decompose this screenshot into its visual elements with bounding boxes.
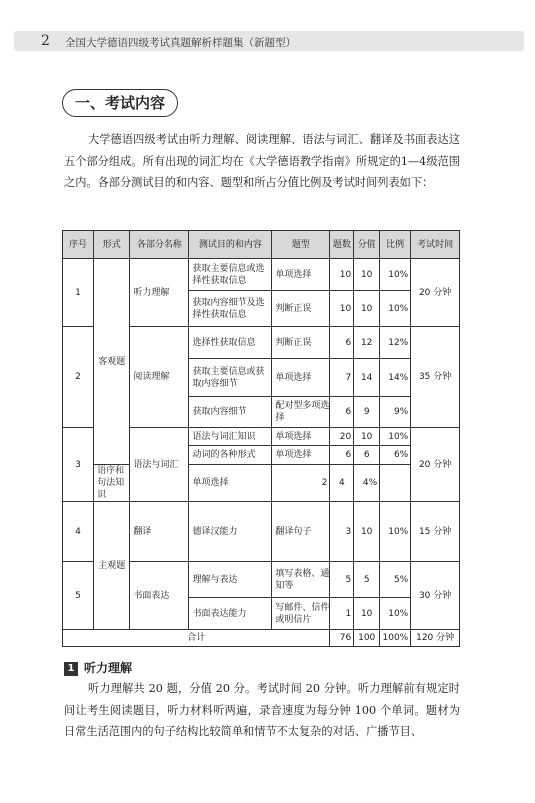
count-cell: 6	[330, 327, 354, 359]
part-number: 4	[63, 502, 94, 562]
score-cell: 10	[354, 259, 380, 291]
intro-paragraph	[64, 129, 460, 194]
form-cell: 客观题	[94, 259, 130, 465]
type-cell: 单项选择	[272, 446, 330, 465]
table-row	[63, 502, 460, 562]
time-cell: 20 分钟	[411, 428, 460, 502]
body-text: 听力理解共 20 题，分值 20 分。考试时间 20 分钟。听力理解前有规定时间让考生阅读题目，听力材料听两遍，录音速度为每分钟 100 个单词。题材为日常生活范围内的句子结构比较简单和情节不太复杂的对话、广播节目、	[64, 682, 460, 738]
subsection-number: 1	[64, 662, 78, 676]
type-cell: 单项选择	[272, 259, 330, 291]
table-header-row	[63, 231, 460, 259]
count-cell: 6	[330, 397, 354, 428]
header-cell: 测试目的和内容	[189, 231, 272, 259]
header-cell: 题型	[272, 231, 330, 259]
part-name: 阅读理解	[130, 327, 189, 428]
ratio-cell: 10%	[380, 291, 411, 327]
section-title: 一、考试内容	[62, 89, 178, 117]
header-cell: 各部分名称	[130, 231, 189, 259]
ratio-cell: 9%	[380, 397, 411, 428]
total-count: 76	[330, 630, 354, 647]
count-cell: 7	[330, 359, 354, 397]
count-cell: 10	[330, 291, 354, 327]
type-cell: 写邮件、信件或明信片	[272, 598, 330, 630]
ratio-cell: 14%	[380, 359, 411, 397]
type-cell: 判断正误	[272, 327, 330, 359]
ratio-cell: 4%	[354, 465, 380, 502]
time-cell: 15 分钟	[411, 502, 460, 562]
header-cell: 分值	[354, 231, 380, 259]
content-cell: 理解与表达	[189, 562, 272, 598]
part-name: 翻译	[130, 502, 189, 562]
content-cell: 语序和句法知识	[94, 465, 130, 502]
total-label: 合计	[63, 630, 330, 647]
book-title: 全国大学德语四级考试真题解析样题集（新题型）	[65, 37, 296, 49]
count-cell: 20	[330, 428, 354, 446]
header-cell: 比例	[380, 231, 411, 259]
subsection-heading	[64, 659, 132, 676]
type-cell: 单项选择	[272, 428, 330, 446]
total-ratio: 100%	[380, 630, 411, 647]
count-cell: 2	[272, 465, 330, 502]
type-cell: 判断正误	[272, 291, 330, 327]
body-paragraph	[64, 678, 460, 743]
count-cell: 1	[330, 598, 354, 630]
ratio-cell: 5%	[380, 562, 411, 598]
header-cell: 序号	[63, 231, 94, 259]
content-cell: 书面表达能力	[189, 598, 272, 630]
ratio-cell: 10%	[380, 259, 411, 291]
count-cell: 10	[330, 259, 354, 291]
score-cell: 9	[354, 397, 380, 428]
ratio-cell: 10%	[380, 428, 411, 446]
count-cell: 5	[330, 562, 354, 598]
count-cell: 6	[330, 446, 354, 465]
type-cell: 翻译句子	[272, 502, 330, 562]
exam-structure-table	[62, 230, 460, 647]
score-cell: 6	[354, 446, 380, 465]
score-cell: 10	[354, 428, 380, 446]
total-time: 120 分钟	[411, 630, 460, 647]
content-cell: 德译汉能力	[189, 502, 272, 562]
type-cell: 配对型多项选择	[272, 397, 330, 428]
ratio-cell: 6%	[380, 446, 411, 465]
part-number: 3	[63, 428, 94, 502]
subsection-title: 听力理解	[84, 661, 133, 675]
time-cell: 35 分钟	[411, 327, 460, 428]
table-row	[63, 465, 460, 502]
part-number: 2	[63, 327, 94, 428]
content-cell: 语法与词汇知识	[189, 428, 272, 446]
score-cell: 10	[354, 598, 380, 630]
part-number: 1	[63, 259, 94, 327]
time-cell: 20 分钟	[411, 259, 460, 327]
intro-text: 大学德语四级考试由听力理解、阅读理解、语法与词汇、翻译及书面表达这五个部分组成。所有出现的词汇均在《大学德语教学指南》所规定的1—4级范围之内。各部分测试目的和内容、题型和所占分值比例及考试时间列表如下：	[64, 133, 460, 189]
total-row	[63, 630, 460, 647]
score-cell: 14	[354, 359, 380, 397]
part-name: 语法与词汇	[130, 428, 189, 502]
count-cell: 3	[330, 502, 354, 562]
page-number: 2	[41, 33, 50, 49]
score-cell: 10	[354, 502, 380, 562]
score-cell: 12	[354, 327, 380, 359]
content-cell: 获取主要信息或获取内容细节	[189, 359, 272, 397]
part-number: 5	[63, 562, 94, 630]
type-cell: 单项选择	[189, 465, 272, 502]
part-name: 书面表达	[130, 562, 189, 630]
type-cell: 单项选择	[272, 359, 330, 397]
table-row	[63, 259, 460, 291]
ratio-cell: 12%	[380, 327, 411, 359]
ratio-cell: 10%	[380, 502, 411, 562]
header-cell: 形式	[94, 231, 130, 259]
score-cell: 4	[330, 465, 354, 502]
score-cell: 5	[354, 562, 380, 598]
time-cell: 30 分钟	[411, 562, 460, 630]
content-cell: 获取内容细节	[189, 397, 272, 428]
header-cell: 考试时间	[411, 231, 460, 259]
total-score: 100	[354, 630, 380, 647]
content-cell: 获取主要信息或选择性获取信息	[189, 259, 272, 291]
content-cell: 动词的各种形式	[189, 446, 272, 465]
form-cell: 主观题	[94, 502, 130, 630]
type-cell: 填写表格、通知等	[272, 562, 330, 598]
score-cell: 10	[354, 291, 380, 327]
part-name: 听力理解	[130, 259, 189, 327]
header-cell: 题数	[330, 231, 354, 259]
ratio-cell: 10%	[380, 598, 411, 630]
content-cell: 选择性获取信息	[189, 327, 272, 359]
content-cell: 获取内容细节及选择性获取信息	[189, 291, 272, 327]
